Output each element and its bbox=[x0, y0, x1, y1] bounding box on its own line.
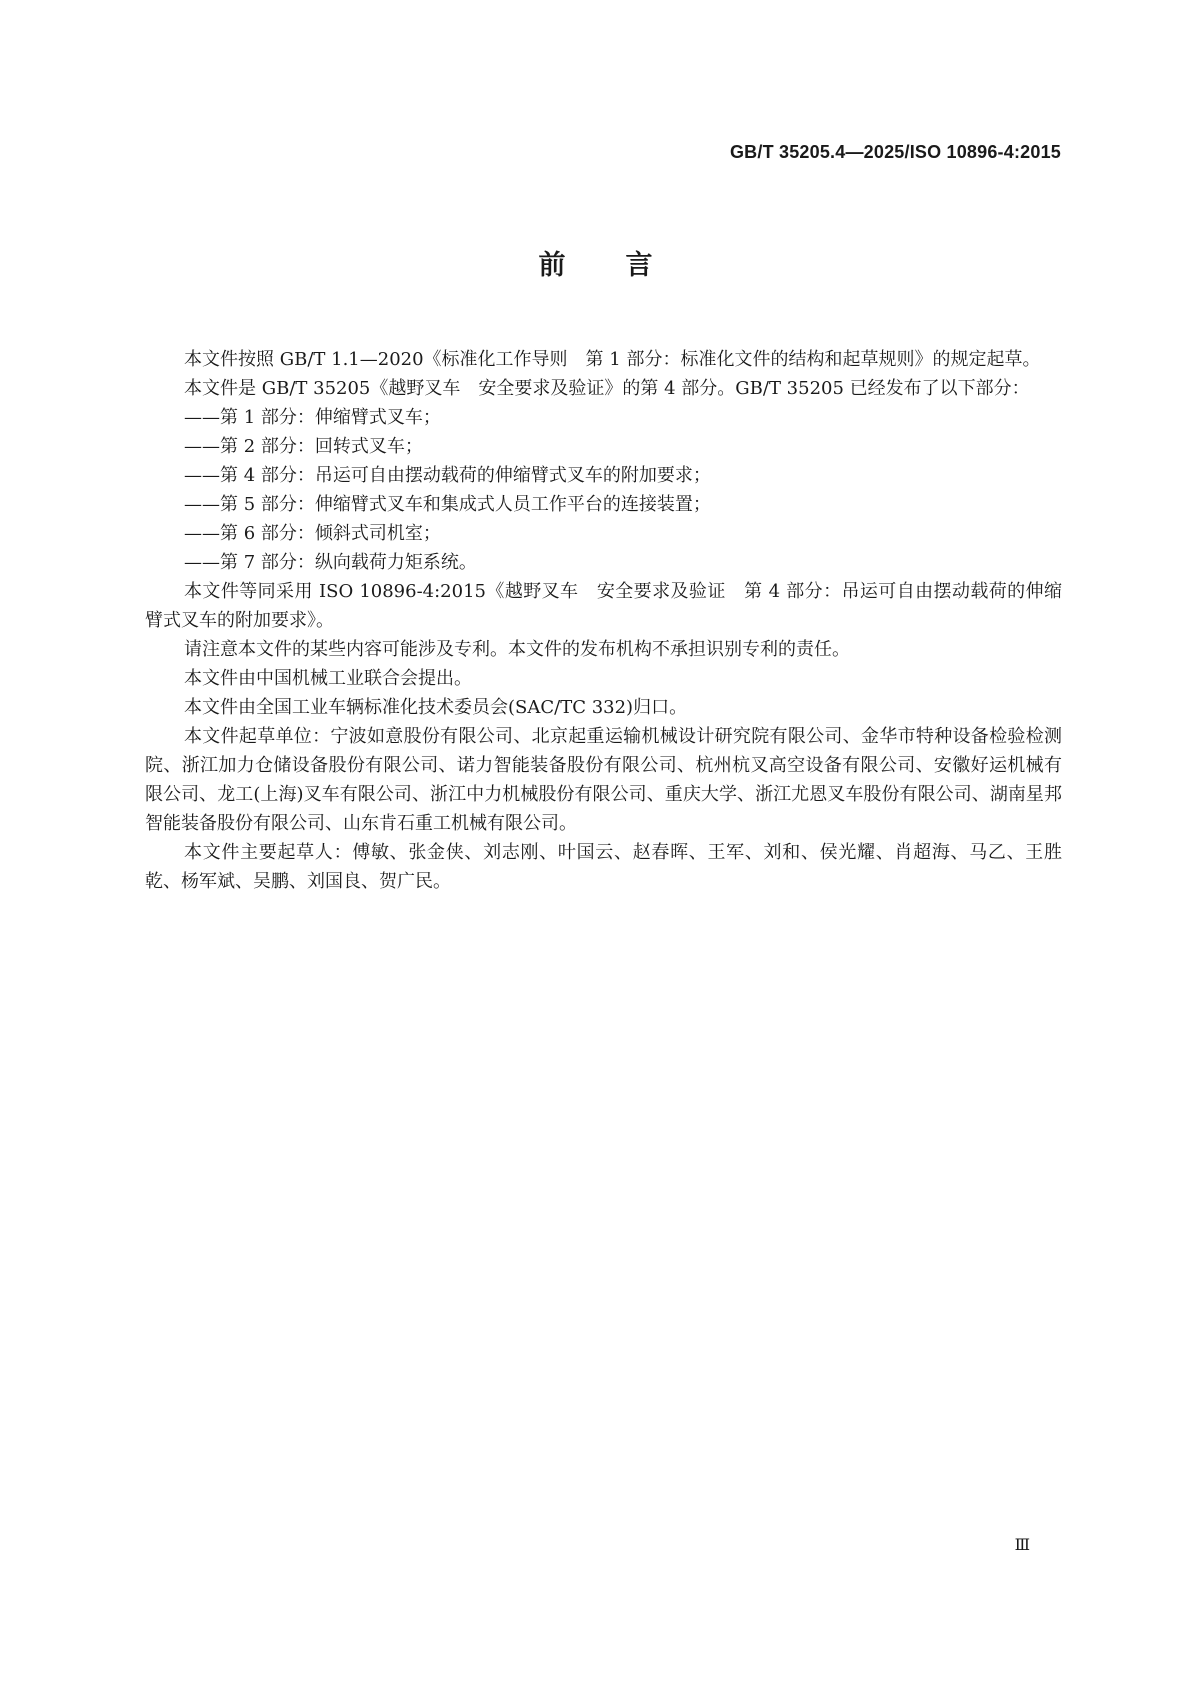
paragraph: 本文件由中国机械工业联合会提出。 bbox=[184, 668, 472, 689]
paragraph: 本文件等同采用 ISO 10896-4:2015《越野叉车 安全要求及验证 第 4 部分：吊运可自由摆动载荷的伸缩臂式叉车的附加要求》。 bbox=[145, 581, 1062, 631]
list-item: ——第 5 部分：伸缩臂式叉车和集成式人员工作平台的连接装置； bbox=[184, 494, 711, 515]
list-item: ——第 4 部分：吊运可自由摆动载荷的伸缩臂式叉车的附加要求； bbox=[184, 465, 711, 486]
paragraph: 本文件主要起草人：傅敏、张金侠、刘志刚、叶国云、赵春晖、王军、刘和、侯光耀、肖超海、马乙、王胜乾、杨军斌、吴鹏、刘国良、贺广民。 bbox=[145, 842, 1062, 892]
paragraph: 请注意本文件的某些内容可能涉及专利。本文件的发布机构不承担识别专利的责任。 bbox=[184, 639, 850, 660]
paragraph: 本文件起草单位：宁波如意股份有限公司、北京起重运输机械设计研究院有限公司、金华市特种设备检验检测院、浙江加力仓储设备股份有限公司、诺力智能装备股份有限公司、杭州杭叉高空设备有限公司、安徽好运机械有限公司、龙工(上海)叉车有限公司、浙江中力机械股份有限公司、重庆大学、浙江尤恩叉车股份有限公司、湖南星邦智能装备股份有限公司、山东肯石重工机械有限公司。 bbox=[145, 726, 1062, 834]
list-item: ——第 6 部分：倾斜式司机室； bbox=[184, 523, 441, 544]
page-number: Ⅲ bbox=[1014, 1535, 1030, 1554]
list-item: ——第 1 部分：伸缩臂式叉车； bbox=[184, 407, 441, 428]
list-item: ——第 7 部分：纵向载荷力矩系统。 bbox=[184, 552, 477, 573]
list-item: ——第 2 部分：回转式叉车； bbox=[184, 436, 423, 457]
foreword-body bbox=[145, 345, 1062, 896]
section-title: 前言 bbox=[538, 250, 713, 281]
paragraph: 本文件是 GB/T 35205《越野叉车 安全要求及验证》的第 4 部分。GB/T 35205 已经发布了以下部分： bbox=[184, 378, 1030, 399]
paragraph: 本文件由全国工业车辆标准化技术委员会(SAC/TC 332)归口。 bbox=[184, 697, 688, 718]
document-code-header: GB/T 35205.4—2025/ISO 10896-4:2015 bbox=[729, 142, 1061, 162]
paragraph: 本文件按照 GB/T 1.1—2020《标准化工作导则 第 1 部分：标准化文件的结构和起草规则》的规定起草。 bbox=[184, 349, 1041, 370]
